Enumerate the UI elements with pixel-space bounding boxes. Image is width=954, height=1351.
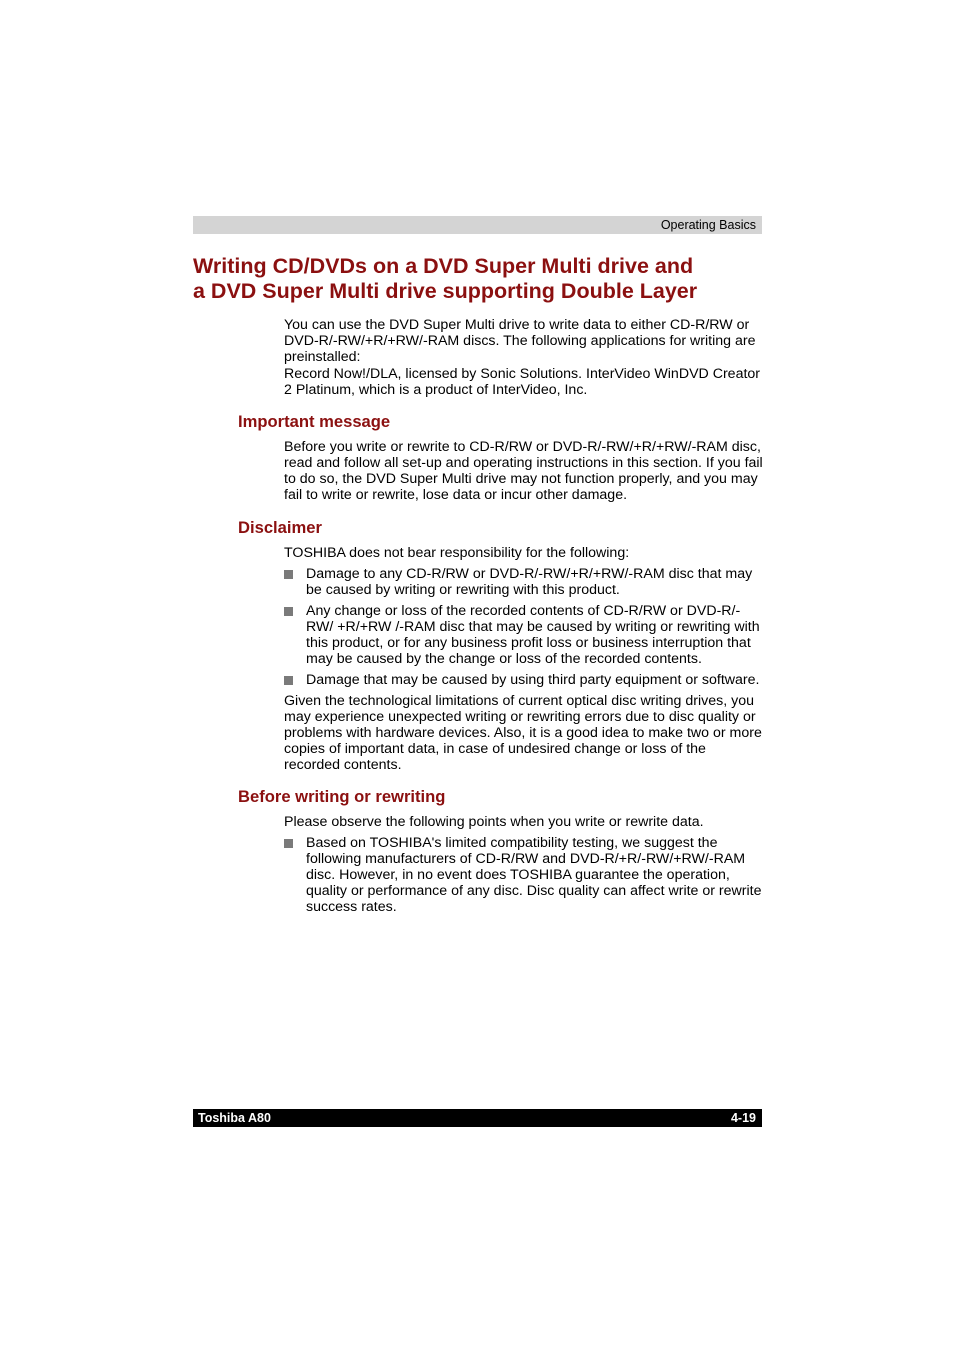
- list-item-text: Damage to any CD-R/RW or DVD-R/-RW/+R/+RW/-RAM disc that may be caused by writing or rewriting with this product.: [306, 566, 753, 599]
- list-item: [284, 603, 764, 667]
- disclaimer-closing: Given the technological limitations of current optical disc writing drives, you may experience unexpected writing or rewriting errors due to disc quality or problems with hardware devices. Also, it is a good idea to make two or more copies of important data, in case of undesired change or loss of the recorded contents.: [284, 693, 762, 774]
- page-title: [193, 254, 773, 303]
- footer-page-number: 4-19: [730, 1111, 756, 1125]
- list-item: [284, 835, 764, 915]
- header-section-title: Operating Basics: [660, 218, 756, 232]
- list-item: [284, 672, 764, 688]
- list-item-text: Damage that may be caused by using third party equipment or software.: [306, 672, 760, 688]
- list-item: [284, 566, 764, 598]
- list-item-text: Any change or loss of the recorded contents of CD-R/RW or DVD-R/-RW/ +R/+RW /-RAM disc that may be caused by writing or rewriting with this product, or for any business profit loss or business interruption that may be caused by the change or loss of the recorded contents.: [306, 603, 760, 668]
- before-writing-heading: Before writing or rewriting: [238, 787, 446, 806]
- before-writing-lead: Please observe the following points when you write or rewrite data.: [284, 814, 704, 830]
- important-message-heading: Important message: [238, 412, 391, 431]
- bullet-square-icon: [284, 676, 293, 685]
- bullet-square-icon: [284, 570, 293, 579]
- disclaimer-heading: Disclaimer: [238, 518, 322, 537]
- intro-paragraph: You can use the DVD Super Multi drive to write data to either CD-R/RW or DVD-R/-RW/+R/+RW/-RAM discs. The following applications for writing are preinstalled:: [284, 317, 756, 366]
- important-message-body: Before you write or rewrite to CD-R/RW or DVD-R/-RW/+R/+RW/-RAM disc, read and follow all set-up and operating instructions in this section. If you fail to do so, the DVD Super Multi drive may not function properly, and you may fail to write or rewrite, lose data or incur other damage.: [284, 439, 763, 504]
- page-title-line-1: Writing CD/DVDs on a DVD Super Multi drive and: [193, 254, 694, 278]
- intro-software-paragraph: Record Now!/DLA, licensed by Sonic Solutions. InterVideo WinDVD Creator 2 Platinum, which is a product of InterVideo, Inc.: [284, 366, 761, 399]
- disclaimer-lead: TOSHIBA does not bear responsibility for the following:: [284, 545, 630, 561]
- footer-bar: [193, 1109, 762, 1127]
- header-bar: [193, 216, 762, 234]
- bullet-square-icon: [284, 839, 293, 848]
- footer-model: Toshiba A80: [198, 1111, 271, 1125]
- list-item-text: Based on TOSHIBA's limited compatibility testing, we suggest the following manufacturers of CD-R/RW and DVD-R/+R/-RW/+RW/-RAM disc. However, in no event does TOSHIBA guarantee the operation, quality or performance of any disc. Disc quality can affect write or rewrite success rates.: [306, 835, 762, 916]
- bullet-square-icon: [284, 607, 293, 616]
- page-title-line-2: a DVD Super Multi drive supporting Double Layer: [193, 278, 698, 303]
